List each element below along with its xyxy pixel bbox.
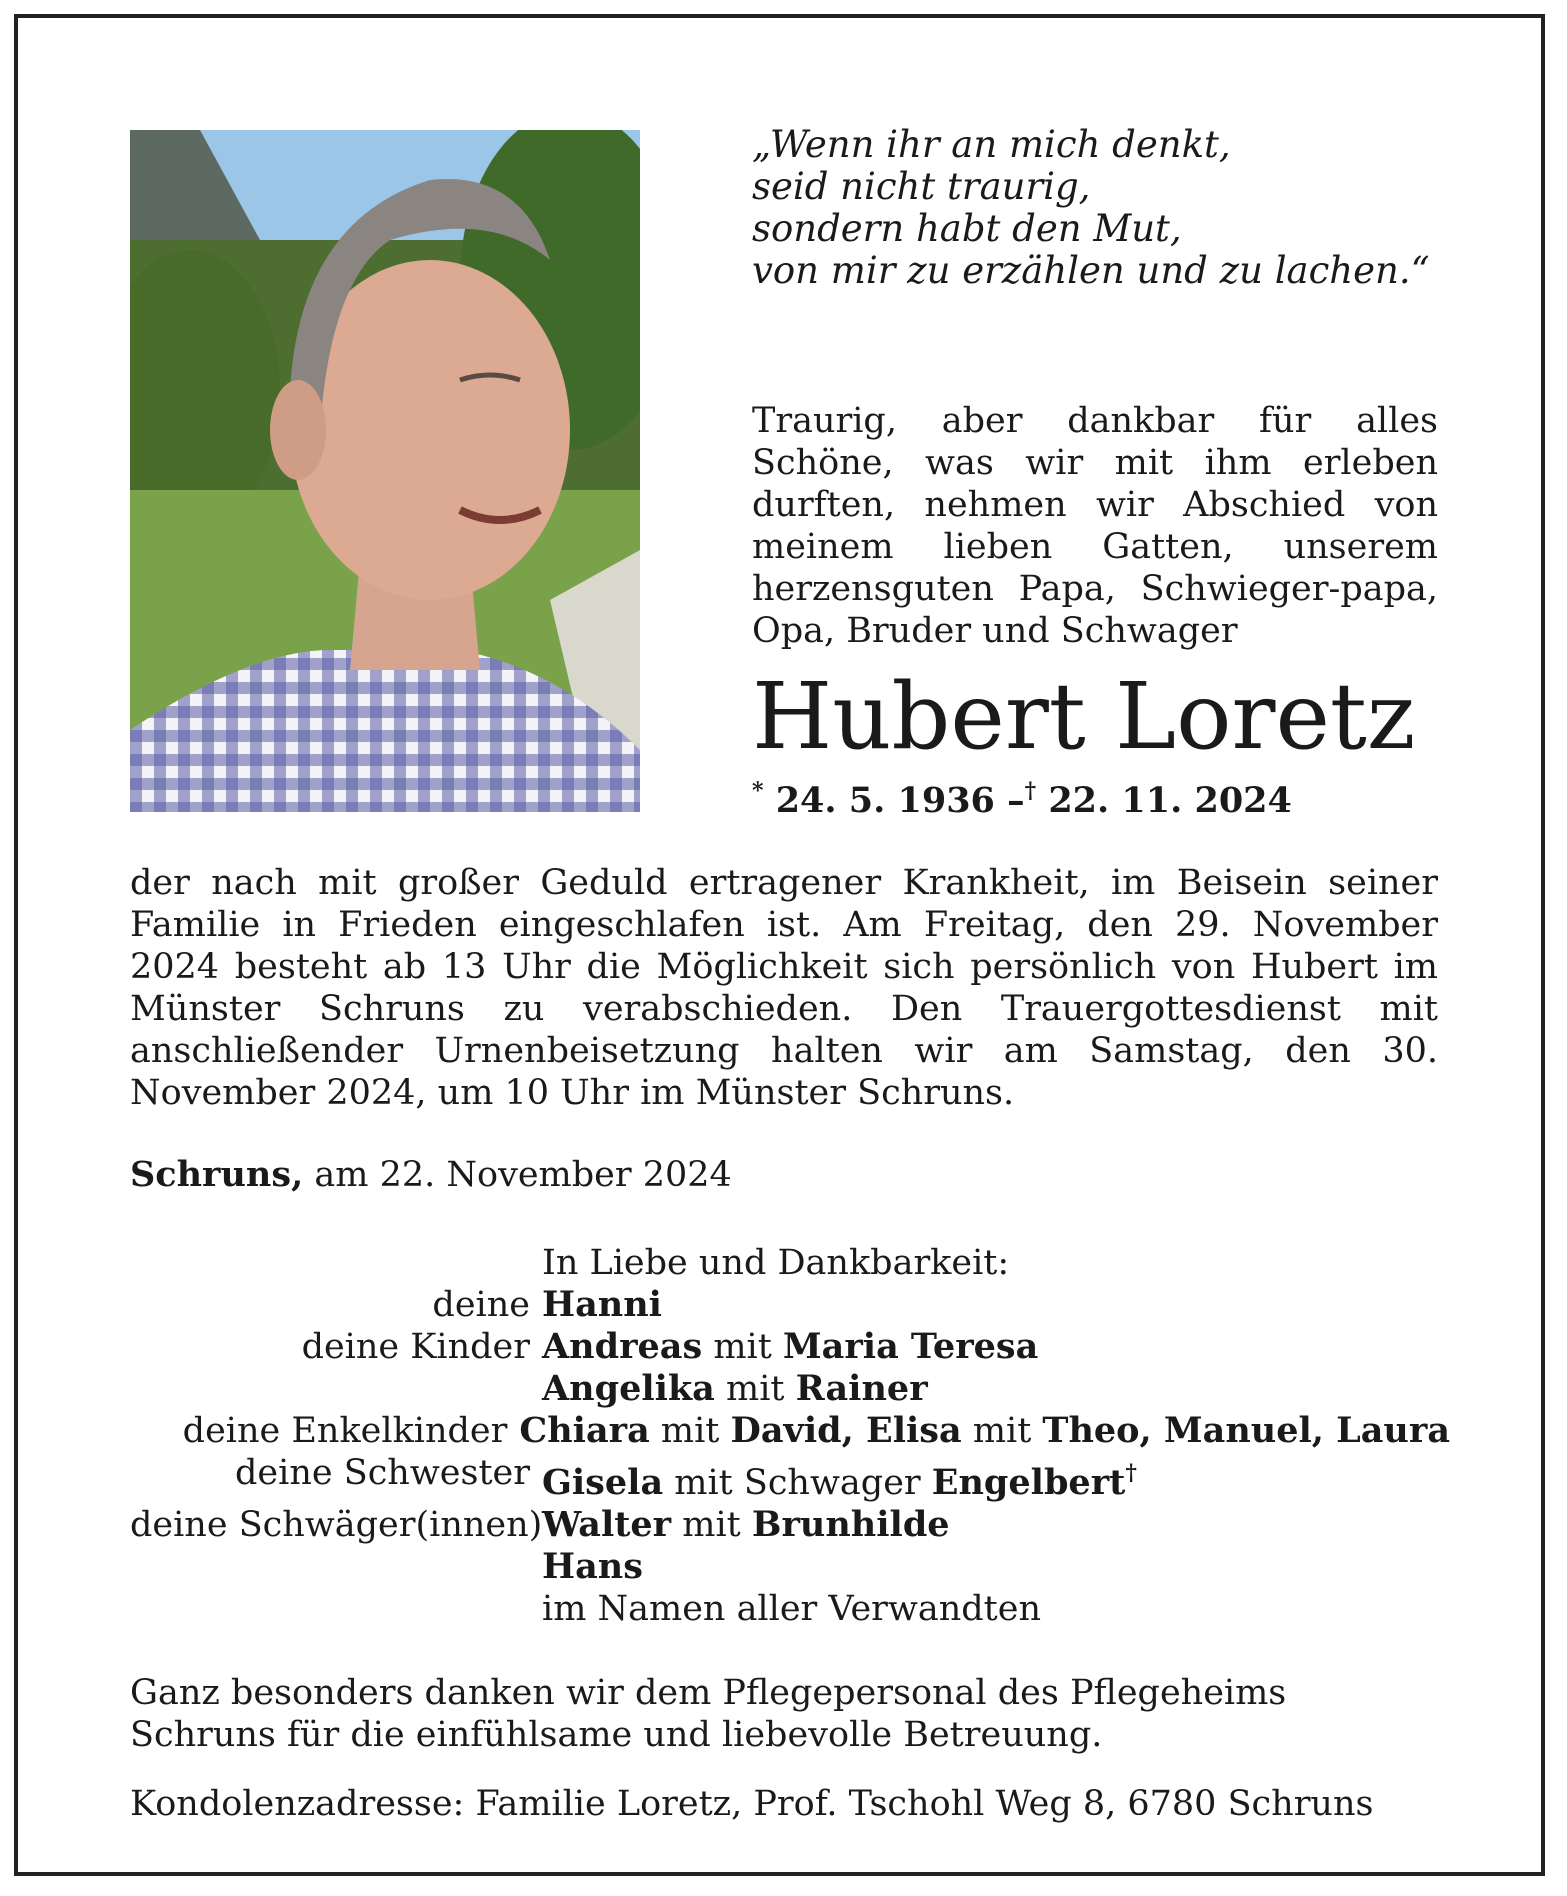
signer-connector: mit (713, 1327, 772, 1367)
date-separator: – (1007, 780, 1025, 821)
life-dates (752, 778, 1292, 821)
signer-names (519, 1410, 1450, 1452)
signer-name: Walter (542, 1504, 672, 1545)
signer-row (130, 1504, 1450, 1546)
portrait-photo (130, 130, 640, 812)
signer-connector: mit (660, 1411, 720, 1451)
deceased-name: Hubert Loretz (752, 663, 1416, 770)
condolence-address: Kondolenzadresse: Familie Loretz, Prof. Tschohl Weg 8, 6780 Schruns (130, 1784, 1374, 1824)
signer-names (542, 1504, 1450, 1546)
signer-names (542, 1368, 1450, 1410)
signer-connector: mit Schwager (674, 1463, 921, 1503)
signer-name: Engelbert (931, 1462, 1126, 1503)
signer-names (542, 1326, 1450, 1368)
signer-row (130, 1452, 1450, 1504)
signer-role: deine (432, 1285, 530, 1325)
quote-line: sondern habt den Mut, (752, 207, 1182, 250)
signer-name: Hanni (542, 1284, 662, 1325)
signer-name: Theo, Manuel, Laura (1042, 1410, 1450, 1451)
quote-line: seid nicht traurig, (752, 165, 1091, 208)
signers (130, 1242, 1450, 1630)
signer-name: Andreas (542, 1326, 703, 1367)
death-date: 22. 11. 2024 (1048, 780, 1292, 821)
signer-row (130, 1546, 1450, 1588)
place-date (130, 1154, 732, 1195)
signer-name: Angelika (542, 1368, 715, 1409)
signer-role: deine Enkelkinder (182, 1411, 508, 1451)
signer-name: Maria Teresa (782, 1326, 1039, 1367)
signer-names (542, 1546, 1450, 1588)
signer-role: deine Schwester (235, 1453, 530, 1493)
quote-line: „Wenn ihr an mich denkt, (752, 123, 1231, 166)
signer-name: Brunhilde (751, 1504, 950, 1545)
signer-name: Gisela (542, 1462, 664, 1503)
signer-names (542, 1284, 1450, 1326)
intro-text: Traurig, aber dankbar für alles Schöne, was wir mit ihm erleben durften, nehmen wir Abschied von meinem lieben Gatten, unserem herzensguten Papa, Schwieger-papa, Opa, Bruder und Schwager (752, 401, 1438, 651)
signer-row (130, 1588, 1450, 1630)
signer-closing: im Namen aller Verwandten (542, 1589, 1041, 1629)
signer-role: deine Kinder (301, 1327, 530, 1367)
signer-name-deceased (932, 1462, 1137, 1503)
signer-name: Chiara (519, 1410, 650, 1451)
signer-row (130, 1368, 1450, 1410)
birth-symbol: * (752, 778, 764, 804)
signer-names (542, 1452, 1450, 1504)
place-town: Schruns, (130, 1154, 304, 1195)
death-symbol: † (1024, 778, 1037, 804)
signers-heading: In Liebe und Dankbarkeit: (542, 1243, 1010, 1283)
signer-name: Rainer (795, 1368, 928, 1409)
signer-role: deine Schwäger(innen) (130, 1505, 543, 1545)
thanks-text: Ganz besonders danken wir dem Pflegepersonal des Pflegeheims Schruns für die einfühlsame und liebevolle Betreuung. (130, 1673, 1287, 1755)
signer-row (130, 1326, 1450, 1368)
signer-connector: mit (972, 1411, 1032, 1451)
signer-role (130, 1368, 542, 1410)
quote-line: von mir zu erzählen und zu lachen.“ (752, 249, 1430, 292)
place-date-text: am 22. November 2024 (314, 1155, 732, 1195)
birth-date: 24. 5. 1936 (775, 780, 995, 821)
signer-connector: mit (682, 1505, 741, 1545)
signer-name: David, Elisa (730, 1410, 962, 1451)
signer-row (130, 1284, 1450, 1326)
signer-name: Hans (542, 1546, 643, 1587)
cross-symbol: † (1125, 1460, 1137, 1486)
signer-role (130, 1588, 542, 1630)
signer-role (130, 1546, 542, 1588)
signer-row (130, 1410, 1450, 1452)
quote (752, 124, 1452, 292)
signer-connector: mit (726, 1369, 785, 1409)
funeral-details: der nach mit großer Geduld ertragener Krankheit, im Beisein seiner Familie in Frieden eingeschlafen ist. Am Freitag, den 29. November 2024 besteht ab 13 Uhr die Möglichkeit sich persönlich von Hubert im Münster Schruns zu verabschieden. Den Trauergottesdienst mit anschließender Urnenbeisetzung halten wir am Samstag, den 30. November 2024, um 10 Uhr im Münster Schruns. (130, 863, 1438, 1113)
